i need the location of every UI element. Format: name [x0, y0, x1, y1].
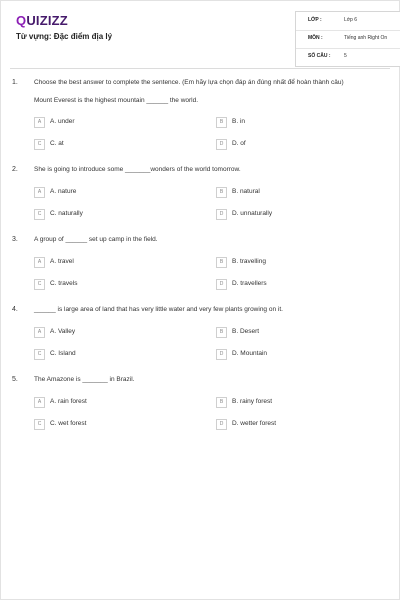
option-text: C. wet forest: [50, 420, 87, 427]
question-number: 2.: [12, 166, 18, 173]
option-text: A. rain forest: [50, 398, 87, 405]
question-text: The Amazone is _______ in Brazil.: [34, 376, 135, 383]
option-text: C. travels: [50, 280, 78, 287]
option-text: B. natural: [232, 188, 260, 195]
info-value: 5: [344, 53, 347, 59]
worksheet-header: [10, 10, 390, 66]
question-text: She is going to introduce some _______wonders of the world tomorrow.: [34, 166, 241, 173]
info-value: Tiếng anh Right On: [344, 35, 388, 41]
option-text: D. of: [232, 140, 246, 147]
option-letter: A: [34, 117, 45, 128]
option-letter: D: [216, 279, 227, 290]
option-letter: C: [34, 139, 45, 150]
option-letter: A: [34, 257, 45, 268]
header-divider: [10, 68, 390, 69]
option-text: D. travellers: [232, 280, 267, 287]
option-letter: A: [34, 327, 45, 338]
logo-text: UIZIZZ: [26, 13, 68, 28]
option-text: B. rainy forest: [232, 398, 273, 405]
quizizz-logo: [16, 13, 68, 28]
option-letter: B: [216, 257, 227, 268]
question-text: ______ is large area of land that has very little water and very few plants growing on it.: [34, 306, 283, 313]
option-text: C. naturally: [50, 210, 83, 217]
question-number: 3.: [12, 236, 18, 243]
option-letter: B: [216, 117, 227, 128]
worksheet-info-box: [295, 11, 400, 67]
question-number: 5.: [12, 376, 18, 383]
question-number: 1.: [12, 79, 18, 86]
option-letter: B: [216, 397, 227, 408]
option-text: A. Valley: [50, 328, 76, 335]
option-letter: A: [34, 397, 45, 408]
option-letter: B: [216, 187, 227, 198]
option-text: B. in: [232, 118, 246, 125]
option-text: D. unnaturally: [232, 210, 273, 217]
info-label: SỐ CÂU :: [308, 53, 331, 59]
logo-letter: Q: [16, 13, 27, 28]
info-value: Lớp 6: [344, 17, 358, 23]
question-number: 4.: [12, 306, 18, 313]
question-text: A group of ______ set up camp in the field.: [34, 236, 158, 243]
option-letter: D: [216, 419, 227, 430]
option-letter: D: [216, 209, 227, 220]
info-row-grade: [296, 12, 400, 31]
option-letter: C: [34, 419, 45, 430]
info-row-subject: [296, 30, 400, 49]
info-label: MÔN :: [308, 35, 323, 41]
option-text: B. Desert: [232, 328, 260, 335]
option-letter: C: [34, 209, 45, 220]
worksheet-title: Từ vựng: Đặc điểm địa lý: [16, 32, 113, 41]
option-letter: C: [34, 279, 45, 290]
info-row-question-count: [296, 48, 400, 66]
option-letter: C: [34, 349, 45, 360]
option-text: C. at: [50, 140, 64, 147]
info-label: LỚP :: [308, 17, 322, 23]
option-letter: B: [216, 327, 227, 338]
option-text: A. nature: [50, 188, 77, 195]
option-text: C. Island: [50, 350, 76, 357]
option-letter: D: [216, 139, 227, 150]
option-text: A. under: [50, 118, 75, 125]
option-text: D. wetter forest: [232, 420, 277, 427]
option-text: A. travel: [50, 258, 74, 265]
question-sentence: Mount Everest is the highest mountain ______ the world.: [34, 97, 199, 104]
option-letter: A: [34, 187, 45, 198]
option-text: D. Mountain: [232, 350, 268, 357]
option-text: B. travelling: [232, 258, 266, 265]
option-letter: D: [216, 349, 227, 360]
question-text: Choose the best answer to complete the sentence. (Em hãy lựa chọn đáp án đúng nhất để hoàn thành câu): [34, 79, 344, 86]
